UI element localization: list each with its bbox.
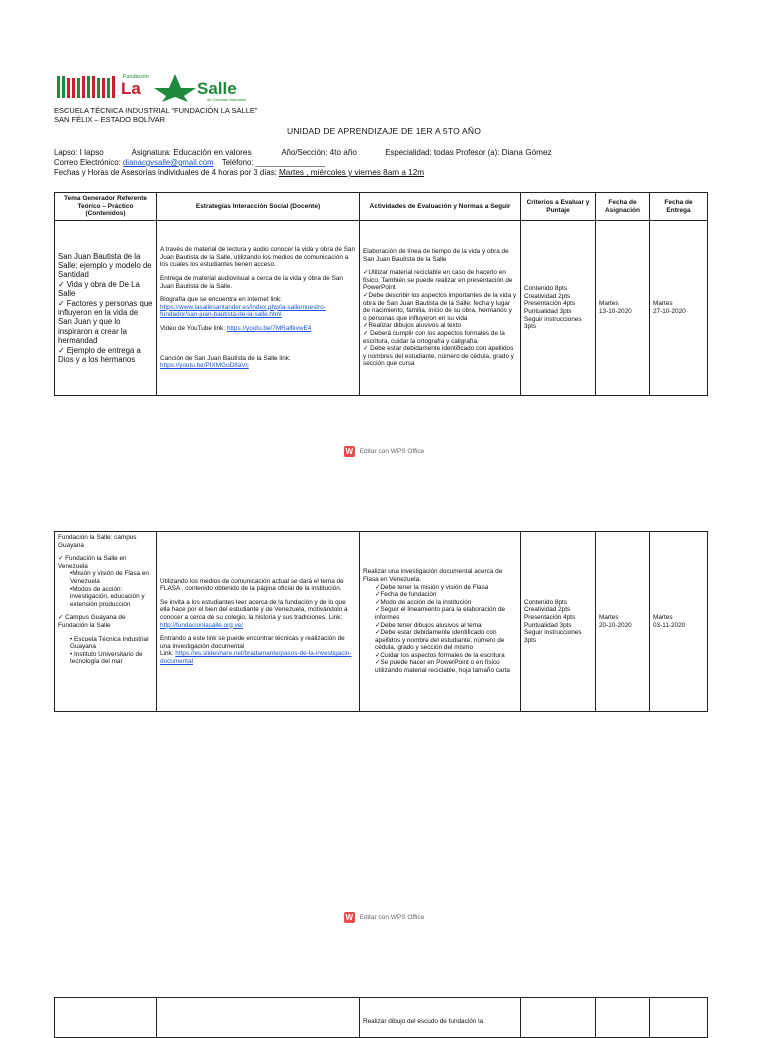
actividades-cell: Realizar dibujo del escudo de fundación la bbox=[360, 998, 521, 1038]
logo-stripes-icon bbox=[57, 76, 115, 98]
svg-text:Fundación: Fundación bbox=[123, 74, 149, 80]
criterios-cell: Contenido 8pts Creatividad 2pts Presentación 4pts Puntualidad 3pts Seguir instrucciones 3pts bbox=[521, 532, 596, 712]
table-row bbox=[55, 998, 708, 1038]
tema-cell: Fundación la Salle: campus Guayana ✓ Fundación la Salle en Venezuela •Misión y visión de Flasa en Venezuela •Modos de acción: investigación, educación y extensión producción ✓ Campus Guayana de Fundación la Salle • Escuela Técnica Industrial Guayana • Instituto Universitario de tecnología del mar bbox=[55, 532, 157, 712]
unit-title: UNIDAD DE APRENDIZAJE DE 1ER A 5TO AÑO bbox=[286, 126, 482, 136]
svg-text:La: La bbox=[121, 79, 141, 98]
criterios-cell bbox=[521, 998, 596, 1038]
unit-table-2 bbox=[54, 531, 708, 712]
header-actividades: Actividades de Evaluación y Normas a Seguir bbox=[360, 193, 521, 221]
cancion-link[interactable]: https://youtu.be/PIXMGoD8aVc bbox=[160, 362, 249, 370]
actividades-cell: Realizar una investigación documental acerca de Flasa en Venezuela. ✓Debe tener la misión y visión de Flasa ✓Fecha de fundación ✓Modo de acción de la institución ✓Seguir el lineamiento para la elaboración de informes ✓Debe tener dibujos alusivos al tema ✓Debe estar debidamente identificado con apellidos y nombre del estudiante, número de cédula, grado y sección del mismo ✓Cuidar los aspectos formales de la escritura ✓Se puede hacer en PowerPoint o en físico utilizando material reciclable, hoja tamaño carta bbox=[360, 532, 521, 712]
entrega-cell: Martes 27-10-2020 bbox=[650, 221, 708, 396]
fechas-value: Martes , miércoles y viernes 8am a 12m bbox=[278, 168, 425, 177]
email-link[interactable]: dianacgvsalle@gmail.com bbox=[122, 158, 214, 167]
info-line-2: Correo Electrónico: dianacgvsalle@gmail.com Teléfono: ________________ bbox=[54, 158, 326, 167]
slideshare-link[interactable]: https://es.slideshare.net/bradamante/pasos-de-la-investigacin-documental bbox=[160, 650, 352, 665]
la-salle-logo bbox=[57, 72, 282, 102]
actividades-cell: Elaboración de línea de tiempo de la vida y obra de San Juan Bautista de la Salle ✓Utilizar material reciclable en caso de hacerlo en físico. También se puede realizar en presentación de PowerPoint ✓Debe describir los aspectos importantes de la vida y obra de San Juan Bautista de la Salle: fecha y lugar de nacimiento, familia, inicio de su obra, hermanos y o personas que influyeron en su vida ✓Realizar dibujos alusivos al texto ✓ Deberá cumplir con los aspectos formales de la escritura, cuidar la ortografía y caligrafía. ✓ Debe estar debidamente identificado con apellidos y nombres del estudiante, número de cédula, grado y sección que cursa bbox=[360, 221, 521, 396]
header-tema: Tema Generador Referente Teórico – Práctico (Contenidos) bbox=[55, 193, 157, 221]
tema-cell bbox=[55, 998, 157, 1038]
asignatura-value: Educación en valores bbox=[173, 148, 252, 157]
table-row bbox=[55, 532, 708, 712]
especialidad-value: todas bbox=[433, 148, 454, 157]
criterios-cell: Contenido 8pts Creatividad 2pts Presentación 4pts Puntualidad 3pts Seguir instrucciones 3pts bbox=[521, 221, 596, 396]
estrategias-cell: Utilizando los medios de comunicación actual se dará el tema de FLASA , contenido obtenido de la página oficial de la institución. Se invita a los estudiantes leer acerca de la fundación y de lo que ella hace por el bien del estudiante y de Venezuela, motivándolo a conocer a cerca de su colegio, la historia y sus tradiciones. Link: http://fundacionlasalle.org.ve/ Entrando a este link se puede encontrar técnicas y realización de una investigación documental Link: https://es.slideshare.net/bradamante/pasos-de-la-investigacin-documental bbox=[157, 532, 360, 712]
wps-footer: W Editar con WPS Office bbox=[345, 447, 425, 456]
school-line-1: ESCUELA TÉCNICA INDUSTRIAL “FUNDACIÓN LA SALLE” bbox=[54, 106, 258, 115]
asignacion-cell bbox=[596, 998, 650, 1038]
biografia-link[interactable]: https://www.lasallesantander.es/index.php/la-salle/nuestro-fundador/san-juan-bautista-de-la-salle.html bbox=[160, 303, 326, 319]
entrega-cell bbox=[650, 998, 708, 1038]
asignacion-cell: Martes 13-10-2020 bbox=[596, 221, 650, 396]
tema-cell: San Juan Bautista de la Salle: ejemplo y modelo de Santidad ✓ Vida y obra de De La Salle ✓ Factores y personas que influyeron en la vida de San Juan y que lo inspiraron a crear la hermandad ✓ Ejemplo de entrega a Dios y a los hermanos bbox=[55, 221, 157, 396]
unit-table-3 bbox=[54, 997, 708, 1038]
asignacion-cell: Martes 20-10-2020 bbox=[596, 532, 650, 712]
info-line-1: Lapso: I lapso Asignatura: Educación en valores Año/Sección: 4to año Especialidad: todas Profesor (a): Diana Gómez bbox=[54, 148, 552, 157]
seccion-value: 4to año bbox=[329, 148, 357, 157]
svg-text:Salle: Salle bbox=[197, 79, 237, 98]
header-entrega: Fecha de Entrega bbox=[650, 193, 708, 221]
svg-text:de Ciencias Naturales: de Ciencias Naturales bbox=[207, 97, 247, 102]
estrategias-cell: A través de material de lectura y audio conocer la vida y obra de San Juan Bautista de la Salle, utilizando los medios de comunicación a los cuales los estudiantes tienen acceso. Entrega de material audiovisual a cerca de la vida y obra de San Juan Bautista de la Salle. Biografía que se encuentra en internet link: https://www.lasallesantander.es/index.php/la-salle/nuestro-fundador/san-juan-bautista-de-la-salle.html Video de YouTube link: https://youtu.be/7MRalfkvwE4 Canción de San Juan Bautista de la Salle link: https://youtu.be/PIXMGoD8aVc bbox=[157, 221, 360, 396]
table-header-row bbox=[55, 193, 708, 221]
info-line-3: Fechas y Horas de Asesorías individuales de 4 horas por 3 días: Martes , miércoles y viernes 8am a 12m bbox=[54, 168, 425, 177]
wps-footer: W Editar con WPS Office bbox=[345, 913, 425, 922]
estrategias-cell bbox=[157, 998, 360, 1038]
lapso-value: I lapso bbox=[79, 148, 104, 157]
profesor-value: Diana Gómez bbox=[501, 148, 552, 157]
header-estrategias: Estrategias Interacción Social (Docente) bbox=[157, 193, 360, 221]
school-line-2: SAN FÉLIX – ESTADO BOLÍVAR bbox=[54, 115, 166, 124]
youtube-video-link[interactable]: https://youtu.be/7MRalfkvwE4 bbox=[226, 324, 312, 332]
wps-office-icon: W bbox=[345, 447, 353, 456]
wps-office-icon: W bbox=[345, 913, 353, 922]
school-name bbox=[54, 106, 257, 124]
table-row bbox=[55, 221, 708, 396]
logo-star-icon bbox=[154, 74, 196, 102]
unit-table-1 bbox=[54, 192, 708, 396]
telefono-value: ________________ bbox=[255, 158, 326, 167]
entrega-cell: Martes 03-11-2020 bbox=[650, 532, 708, 712]
fundacion-link[interactable]: http://fundacionlasalle.org.ve/ bbox=[160, 621, 244, 629]
header-criterios: Criterios a Evaluar y Puntaje bbox=[521, 193, 596, 221]
header-asignacion: Fecha de Asignación bbox=[596, 193, 650, 221]
